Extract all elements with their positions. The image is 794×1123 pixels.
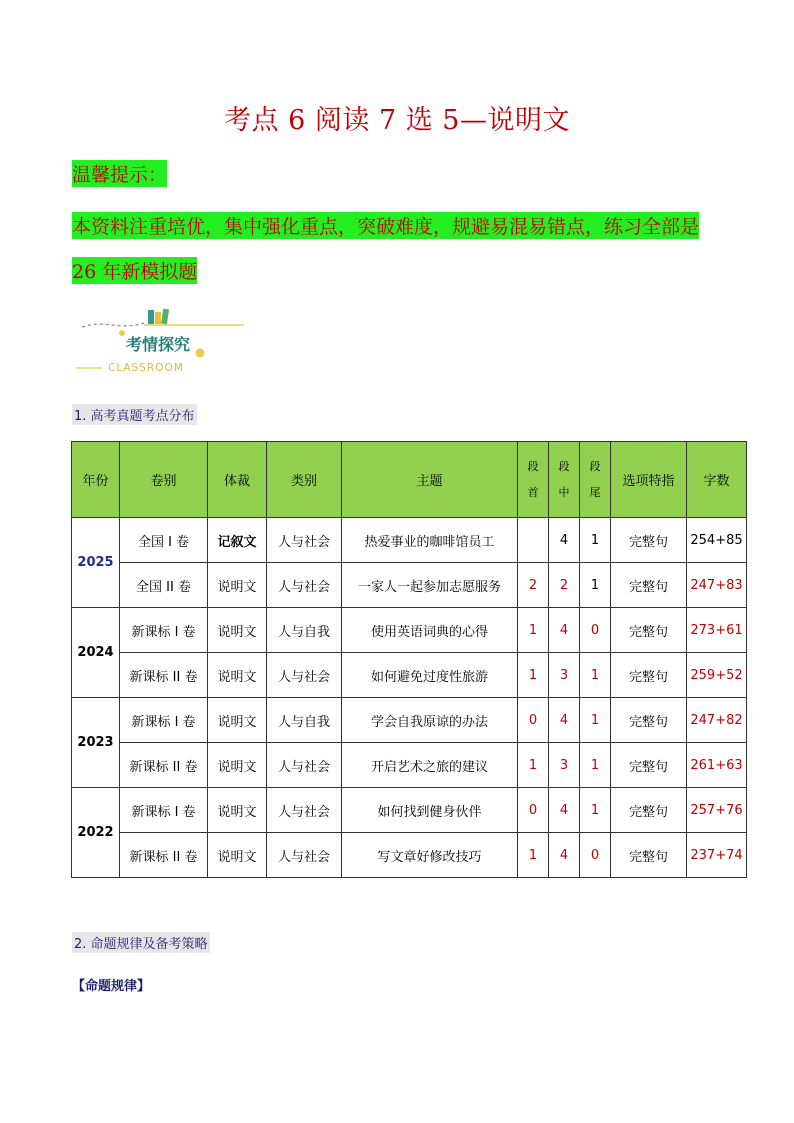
table-row xyxy=(72,563,747,608)
tail-count-cell: 0 xyxy=(580,833,611,878)
word-count-cell: 247+83 xyxy=(687,563,747,608)
table-row xyxy=(72,833,747,878)
year-cell: 2023 xyxy=(72,698,120,788)
word-count-cell: 261+63 xyxy=(687,743,747,788)
feature-cell: 完整句 xyxy=(611,518,687,563)
category-cell: 人与社会 xyxy=(267,788,342,833)
head-count-cell: 0 xyxy=(518,698,549,743)
paper-cell: 新课标 I 卷 xyxy=(120,608,208,653)
head-count-cell: 2 xyxy=(518,563,549,608)
topic-cell: 学会自我原谅的办法 xyxy=(342,698,518,743)
middle-count-cell: 2 xyxy=(549,563,580,608)
tip-label: 温馨提示： xyxy=(72,160,167,187)
header-option-feature: 选项特指 xyxy=(611,442,687,518)
year-cell: 2025 xyxy=(72,518,120,608)
header-paragraph-tail: 段 尾 xyxy=(580,442,611,518)
head-count-cell: 1 xyxy=(518,833,549,878)
header-category: 类别 xyxy=(267,442,342,518)
header-year: 年份 xyxy=(72,442,120,518)
note-line-2: 26 年新模拟题 xyxy=(72,257,197,284)
exam-distribution-table xyxy=(71,441,747,878)
header-word-count: 字数 xyxy=(687,442,747,518)
category-cell: 人与自我 xyxy=(267,608,342,653)
table-row xyxy=(72,698,747,743)
table-row xyxy=(72,743,747,788)
middle-count-cell: 4 xyxy=(549,518,580,563)
header-paragraph-head: 段 首 xyxy=(518,442,549,518)
paper-cell: 新课标 II 卷 xyxy=(120,833,208,878)
logo-subtext: CLASSROOM xyxy=(108,362,184,374)
genre-cell: 说明文 xyxy=(208,653,267,698)
subsection-heading: 【命题规律】 xyxy=(72,979,151,994)
paper-cell: 全国 II 卷 xyxy=(120,563,208,608)
tail-count-cell: 1 xyxy=(580,653,611,698)
feature-cell: 完整句 xyxy=(611,698,687,743)
word-count-cell: 247+82 xyxy=(687,698,747,743)
genre-cell: 说明文 xyxy=(208,833,267,878)
topic-cell: 如何避免过度性旅游 xyxy=(342,653,518,698)
paper-cell: 新课标 II 卷 xyxy=(120,743,208,788)
year-cell: 2024 xyxy=(72,608,120,698)
middle-count-cell: 3 xyxy=(549,653,580,698)
paper-cell: 全国 I 卷 xyxy=(120,518,208,563)
word-count-cell: 237+74 xyxy=(687,833,747,878)
middle-count-cell: 4 xyxy=(549,608,580,653)
tail-count-cell: 1 xyxy=(580,788,611,833)
section-heading-1: 1. 高考真题考点分布 xyxy=(72,404,197,425)
category-cell: 人与社会 xyxy=(267,518,342,563)
genre-cell: 说明文 xyxy=(208,698,267,743)
category-cell: 人与自我 xyxy=(267,698,342,743)
genre-cell: 说明文 xyxy=(208,743,267,788)
word-count-cell: 257+76 xyxy=(687,788,747,833)
topic-cell: 热爱事业的咖啡馆员工 xyxy=(342,518,518,563)
logo-text: 考情探究 xyxy=(126,335,191,354)
middle-count-cell: 4 xyxy=(549,833,580,878)
tail-count-cell: 1 xyxy=(580,518,611,563)
header-paragraph-middle: 段 中 xyxy=(549,442,580,518)
section-heading-2: 2. 命题规律及备考策略 xyxy=(72,932,210,953)
head-count-cell xyxy=(518,518,549,563)
word-count-cell: 254+85 xyxy=(687,518,747,563)
topic-cell: 如何找到健身伙伴 xyxy=(342,788,518,833)
header-topic: 主题 xyxy=(342,442,518,518)
category-cell: 人与社会 xyxy=(267,743,342,788)
feature-cell: 完整句 xyxy=(611,833,687,878)
feature-cell: 完整句 xyxy=(611,608,687,653)
table-row xyxy=(72,788,747,833)
genre-cell: 说明文 xyxy=(208,788,267,833)
head-count-cell: 1 xyxy=(518,743,549,788)
head-count-cell: 0 xyxy=(518,788,549,833)
table-row xyxy=(72,608,747,653)
middle-count-cell: 3 xyxy=(549,743,580,788)
genre-cell: 记叙文 xyxy=(208,518,267,563)
head-count-cell: 1 xyxy=(518,608,549,653)
middle-count-cell: 4 xyxy=(549,698,580,743)
page-title: 考点 6 阅读 7 选 5—说明文 xyxy=(224,105,570,136)
topic-cell: 写文章好修改技巧 xyxy=(342,833,518,878)
middle-count-cell: 4 xyxy=(549,788,580,833)
header-genre: 体裁 xyxy=(208,442,267,518)
table-header-row xyxy=(72,442,747,518)
tail-count-cell: 1 xyxy=(580,743,611,788)
year-cell: 2022 xyxy=(72,788,120,878)
feature-cell: 完整句 xyxy=(611,788,687,833)
feature-cell: 完整句 xyxy=(611,563,687,608)
classroom-logo xyxy=(76,305,251,380)
genre-cell: 说明文 xyxy=(208,563,267,608)
tail-count-cell: 0 xyxy=(580,608,611,653)
tail-count-cell: 1 xyxy=(580,563,611,608)
note-line-1: 本资料注重培优，集中强化重点，突破难度，规避易混易错点，练习全部是 xyxy=(72,212,699,239)
category-cell: 人与社会 xyxy=(267,563,342,608)
paper-cell: 新课标 I 卷 xyxy=(120,698,208,743)
table-row xyxy=(72,653,747,698)
table-row xyxy=(72,518,747,563)
topic-cell: 开启艺术之旅的建议 xyxy=(342,743,518,788)
topic-cell: 一家人一起参加志愿服务 xyxy=(342,563,518,608)
tail-count-cell: 1 xyxy=(580,698,611,743)
paper-cell: 新课标 I 卷 xyxy=(120,788,208,833)
genre-cell: 说明文 xyxy=(208,608,267,653)
topic-cell: 使用英语词典的心得 xyxy=(342,608,518,653)
category-cell: 人与社会 xyxy=(267,833,342,878)
category-cell: 人与社会 xyxy=(267,653,342,698)
word-count-cell: 259+52 xyxy=(687,653,747,698)
word-count-cell: 273+61 xyxy=(687,608,747,653)
feature-cell: 完整句 xyxy=(611,653,687,698)
paper-cell: 新课标 II 卷 xyxy=(120,653,208,698)
header-paper: 卷别 xyxy=(120,442,208,518)
feature-cell: 完整句 xyxy=(611,743,687,788)
head-count-cell: 1 xyxy=(518,653,549,698)
